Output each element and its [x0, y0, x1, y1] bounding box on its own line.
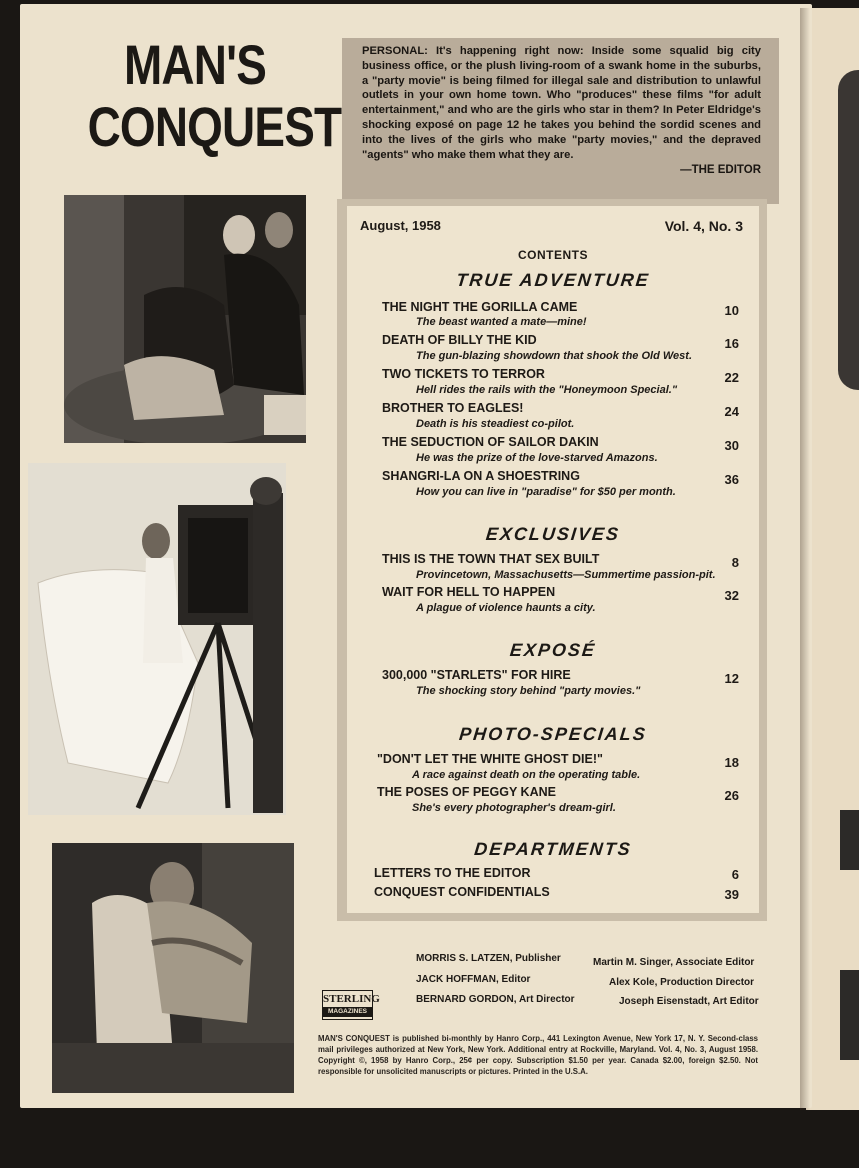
staff-art-editor: Joseph Eisenstadt, Art Editor: [619, 996, 759, 1007]
staff-publisher: MORRIS S. LATZEN, Publisher: [416, 953, 561, 964]
entry-title: WAIT FOR HELL TO HAPPEN: [382, 585, 556, 599]
entry-title: THE SEDUCTION OF SAILOR DAKIN: [382, 435, 599, 449]
entry-subtitle: A plague of violence haunts a city.: [416, 602, 596, 614]
entry-subtitle: The beast wanted a mate—mine!: [416, 316, 587, 328]
entry-subtitle: He was the prize of the love-starved Amazons.: [416, 452, 658, 464]
personal-signature: —THE EDITOR: [680, 164, 761, 177]
issue-volume: Vol. 4, No. 3: [664, 218, 743, 234]
entry-page: 22: [724, 370, 739, 385]
entry-title: LETTERS TO THE EDITOR: [374, 866, 531, 880]
staff-production-director: Alex Kole, Production Director: [609, 977, 755, 988]
entry-subtitle: She's every photographer's dream-girl.: [412, 802, 616, 814]
section-heading-expose: EXPOSÉ: [508, 640, 598, 660]
entry-title: 300,000 "STARLETS" FOR HIRE: [382, 668, 571, 682]
photo-photographer-model: [28, 463, 286, 815]
issue-date: August, 1958: [360, 218, 441, 233]
section-heading-departments: DEPARTMENTS: [473, 839, 633, 859]
staff-editor: JACK HOFFMAN, Editor: [416, 974, 531, 985]
personal-body: It's happening right now: Inside some squalid big city business office, or the plush living-room of a swank home in the suburbs, a "party movie" is being filmed for illegal sale and distribution to unlawful outlets in your own home town. Who "produces" these films "for adult entertainment," and who are the girls who star in them? In Peter Eldridge's shocking exposé on page 12 he takes you behind the sordid scenes and into the lives of the girls who make "party movies," and the depraved "agents" who make them what they are.: [362, 45, 761, 161]
logo-line-2: MAGAZINES: [323, 1007, 372, 1017]
editor-personal-note: [342, 38, 779, 204]
section-heading-photo-specials: PHOTO-SPECIALS: [458, 724, 648, 744]
entry-title: "DON'T LET THE WHITE GHOST DIE!": [377, 752, 603, 766]
logo-line-1: STERLING: [323, 993, 380, 1005]
photo-rescue-embrace: [52, 843, 294, 1093]
entry-page: 18: [724, 755, 739, 770]
entry-page: 8: [731, 555, 739, 570]
publication-notice: MAN'S CONQUEST is published bi-monthly by Hanro Corp., 441 Lexington Avenue, New York 17, N. Y. Second-class mail privileges authorized at New York, New York. Additional entry at Rockville, Maryland. Vol. 4, No. 3, August 1958. Copyright ©, 1958 by Hanro Corp., 25¢ per copy. Subscription $1.50 per year. Canada $2.00, foreign $2.50. Not responsible for unsolicited manuscripts or pictures. Printed in the U.S.A.: [318, 1034, 758, 1076]
entry-page: 36: [724, 472, 739, 487]
entry-subtitle: A race against death on the operating table.: [412, 769, 641, 781]
table-of-contents: [347, 206, 759, 913]
facing-page-photo: [838, 70, 859, 390]
entry-page: 32: [724, 588, 739, 603]
entry-subtitle: How you can live in "paradise" for $50 per month.: [416, 486, 676, 498]
entry-page: 24: [724, 404, 739, 419]
entry-page: 30: [724, 438, 739, 453]
entry-page: 16: [724, 336, 739, 351]
personal-lead: PERSONAL:: [362, 45, 428, 57]
entry-page: 10: [724, 303, 739, 318]
entry-title: BROTHER TO EAGLES!: [382, 401, 524, 415]
title-line-1: MAN'S: [123, 33, 267, 96]
entry-subtitle: Death is his steadiest co-pilot.: [416, 418, 575, 430]
entry-page: 12: [724, 671, 739, 686]
contents-label: CONTENTS: [518, 248, 588, 262]
title-line-2: CONQUEST: [87, 95, 342, 158]
entry-title: CONQUEST CONFIDENTIALS: [374, 885, 550, 899]
facing-page-ad-block-2: [840, 970, 859, 1060]
entry-title: THE POSES OF PEGGY KANE: [377, 785, 556, 799]
spine-shadow: [800, 8, 810, 1110]
entry-title: THE NIGHT THE GORILLA CAME: [382, 300, 578, 314]
staff-associate-editor: Martin M. Singer, Associate Editor: [593, 957, 755, 968]
entry-subtitle: The gun-blazing showdown that shook the Old West.: [416, 350, 693, 362]
entry-title: DEATH OF BILLY THE KID: [382, 333, 537, 347]
section-heading-true-adventure: TRUE ADVENTURE: [455, 270, 651, 290]
entry-subtitle: Hell rides the rails with the "Honeymoon Special.": [416, 384, 678, 396]
sterling-magazines-logo: [322, 990, 380, 1020]
photo-gorilla-attack: [64, 195, 306, 443]
entry-page: 26: [724, 788, 739, 803]
entry-title: SHANGRI-LA ON A SHOESTRING: [382, 469, 580, 483]
entry-page: 39: [724, 887, 739, 902]
facing-page-ad-block: [840, 810, 859, 870]
staff-art-director: BERNARD GORDON, Art Director: [416, 994, 575, 1005]
section-heading-exclusives: EXCLUSIVES: [484, 524, 622, 544]
entry-subtitle: Provincetown, Massachusetts—Summertime passion-pit.: [416, 569, 716, 581]
magazine-title: [87, 33, 342, 158]
entry-title: TWO TICKETS TO TERROR: [382, 367, 545, 381]
entry-subtitle: The shocking story behind "party movies.": [416, 685, 641, 697]
entry-title: THIS IS THE TOWN THAT SEX BUILT: [382, 552, 600, 566]
entry-page: 6: [731, 867, 739, 882]
